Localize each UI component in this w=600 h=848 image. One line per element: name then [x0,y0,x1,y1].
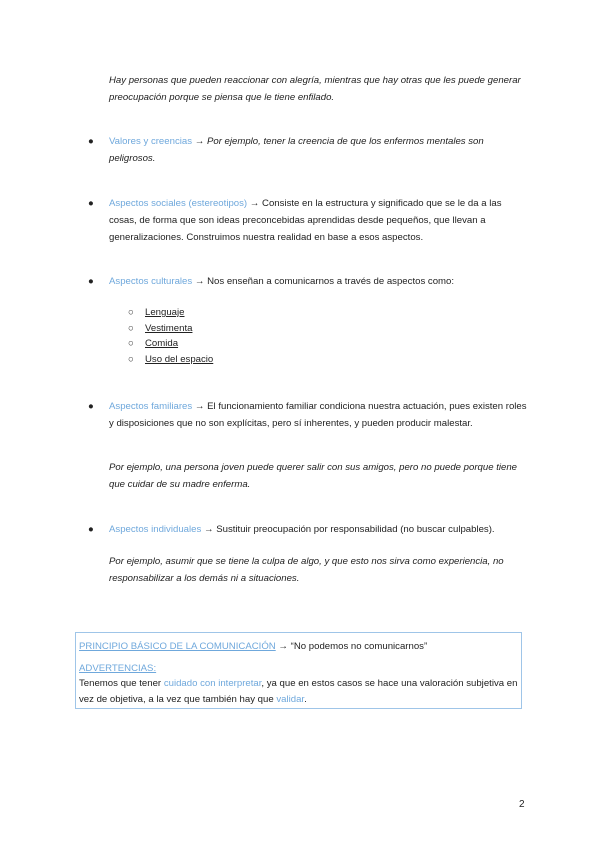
highlight-interpretar: cuidado con interpretar [163,678,262,689]
sub-item-label: Uso del espacio [145,353,214,365]
warnings-text-part: Tenemos que tener [79,678,164,689]
bullet-icon: ● [88,136,94,147]
sub-item-label: Lenguaje [145,307,185,318]
page-number: 2 [519,799,525,810]
bullet-text: Consiste en la estructura y significado que se le da a las cosas, de forma que son ideas preconcebidas aprendidas desde pequeños, que llevan a generalizaciones. Construimos nuestra realidad en base a esos aspectos. [109,198,502,243]
circle-bullet-icon: ○ [128,322,134,334]
principle-box [75,632,522,709]
sub-list-item [128,352,213,368]
sub-list-item [128,305,184,321]
arrow-icon: → [194,276,205,287]
bullet-title: Valores y creencias [109,136,193,147]
sub-list-item [128,336,178,352]
warnings-text [79,676,521,707]
sub-item-label: Comida [145,338,179,349]
bullet-icon: ● [88,276,94,287]
bullet-icon: ● [88,198,94,209]
circle-bullet-icon: ○ [128,307,134,318]
warnings-text-part: . [304,693,307,705]
bullet-icon: ● [88,401,94,412]
arrow-icon: → [194,401,205,412]
example-paragraph: Por ejemplo, una persona joven puede querer salir con sus amigos, pero no puede porque tiene que cuidar de su madre enferma. [109,462,518,490]
circle-bullet-icon: ○ [128,338,134,349]
bullet-text: El funcionamiento familiar condiciona nuestra actuación, pues existen roles y disposiciones que no son explícitas, pero sí inherentes, y pueden producir malestar. [109,401,527,429]
sub-list-item [128,321,192,337]
bullet-title: Aspectos familiares [109,401,193,412]
warnings-text-part: , ya que en estos casos se hace una valoración subjetiva en vez de objetiva, a la vez que también hay que [79,678,518,705]
bullet-text: Por ejemplo, tener la creencia de que los enfermos mentales son peligrosos. [109,136,484,164]
example-paragraph: Por ejemplo, asumir que se tiene la culpa de algo, y que esto nos sirva como experiencia, no responsabilizar a los demás ni a situaciones. [109,556,504,584]
principle-line [79,639,521,655]
bullet-title: Aspectos individuales [109,524,202,535]
bullet-text: Sustituir preocupación por responsabilidad (no buscar culpables). [216,524,495,535]
highlight-validar: validar [276,693,305,705]
bullet-title: Aspectos culturales [109,276,193,287]
bullet-icon: ● [88,524,94,535]
warnings-title: ADVERTENCIAS: [79,662,157,674]
bullet-text: Nos enseñan a comunicarnos a través de aspectos como: [207,276,455,287]
arrow-icon: → [194,136,205,147]
principle-title: PRINCIPIO BÁSICO DE LA COMUNICACIÓN [79,641,276,652]
intro-paragraph: Hay personas que pueden reaccionar con alegría, mientras que hay otras que les puede generar preocupación porque se piensa que le tiene enfilado. [109,75,521,103]
arrow-icon: → [249,198,260,209]
principle-text: “No podemos no comunicarnos” [290,641,428,652]
arrow-icon: → [278,641,288,652]
circle-bullet-icon: ○ [128,353,134,365]
sub-item-label: Vestimenta [145,322,193,334]
arrow-icon: → [203,524,214,535]
bullet-title: Aspectos sociales (estereotipos) [109,198,248,209]
